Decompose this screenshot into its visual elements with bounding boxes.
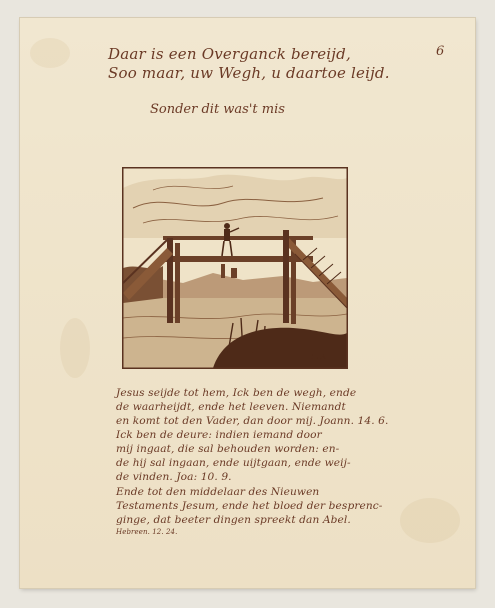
paper-stain (60, 318, 90, 378)
heading-line-2: Soo maar, uw Wegh, u daartoe leijd. (108, 64, 390, 82)
verse-line: en komt tot den Vader, dan door mij. Joann. 14. 6. (116, 415, 389, 427)
verse-line: ginge, dat beeter dingen spreekt dan Abel. (116, 514, 351, 526)
motto: Sonder dit was't mis (150, 102, 285, 117)
paper-stain (30, 38, 70, 68)
bridge-illustration (122, 167, 348, 369)
verse-line: de vinden. Joa: 10. 9. (116, 471, 232, 483)
artist-signature: Luyk (311, 354, 326, 361)
heading-line-1: Daar is een Overganck bereijd, (108, 45, 351, 63)
verse-line: Testaments Jesum, ende het bloed der besprenc- (116, 500, 383, 512)
verse-line: de waarheijdt, ende het leeven. Niemandt (116, 401, 346, 413)
verse-line: Ende tot den middelaar des Nieuwen (116, 486, 320, 498)
verse-line: Jesus seijde tot hem, Ick ben de wegh, ende (116, 387, 357, 399)
verse-line: Ick ben de deure: indien iemand door (116, 429, 322, 441)
verse-line: de hij sal ingaan, ende uijtgaan, ende weij- (116, 457, 351, 469)
verse-reference: Hebreen. 12. 24. (116, 528, 178, 536)
verse-line: mij ingaat, die sal behouden worden: en- (116, 443, 340, 455)
bridge-drawing (123, 168, 347, 368)
paper-stain (400, 498, 460, 543)
page-number: 6 (436, 44, 445, 59)
